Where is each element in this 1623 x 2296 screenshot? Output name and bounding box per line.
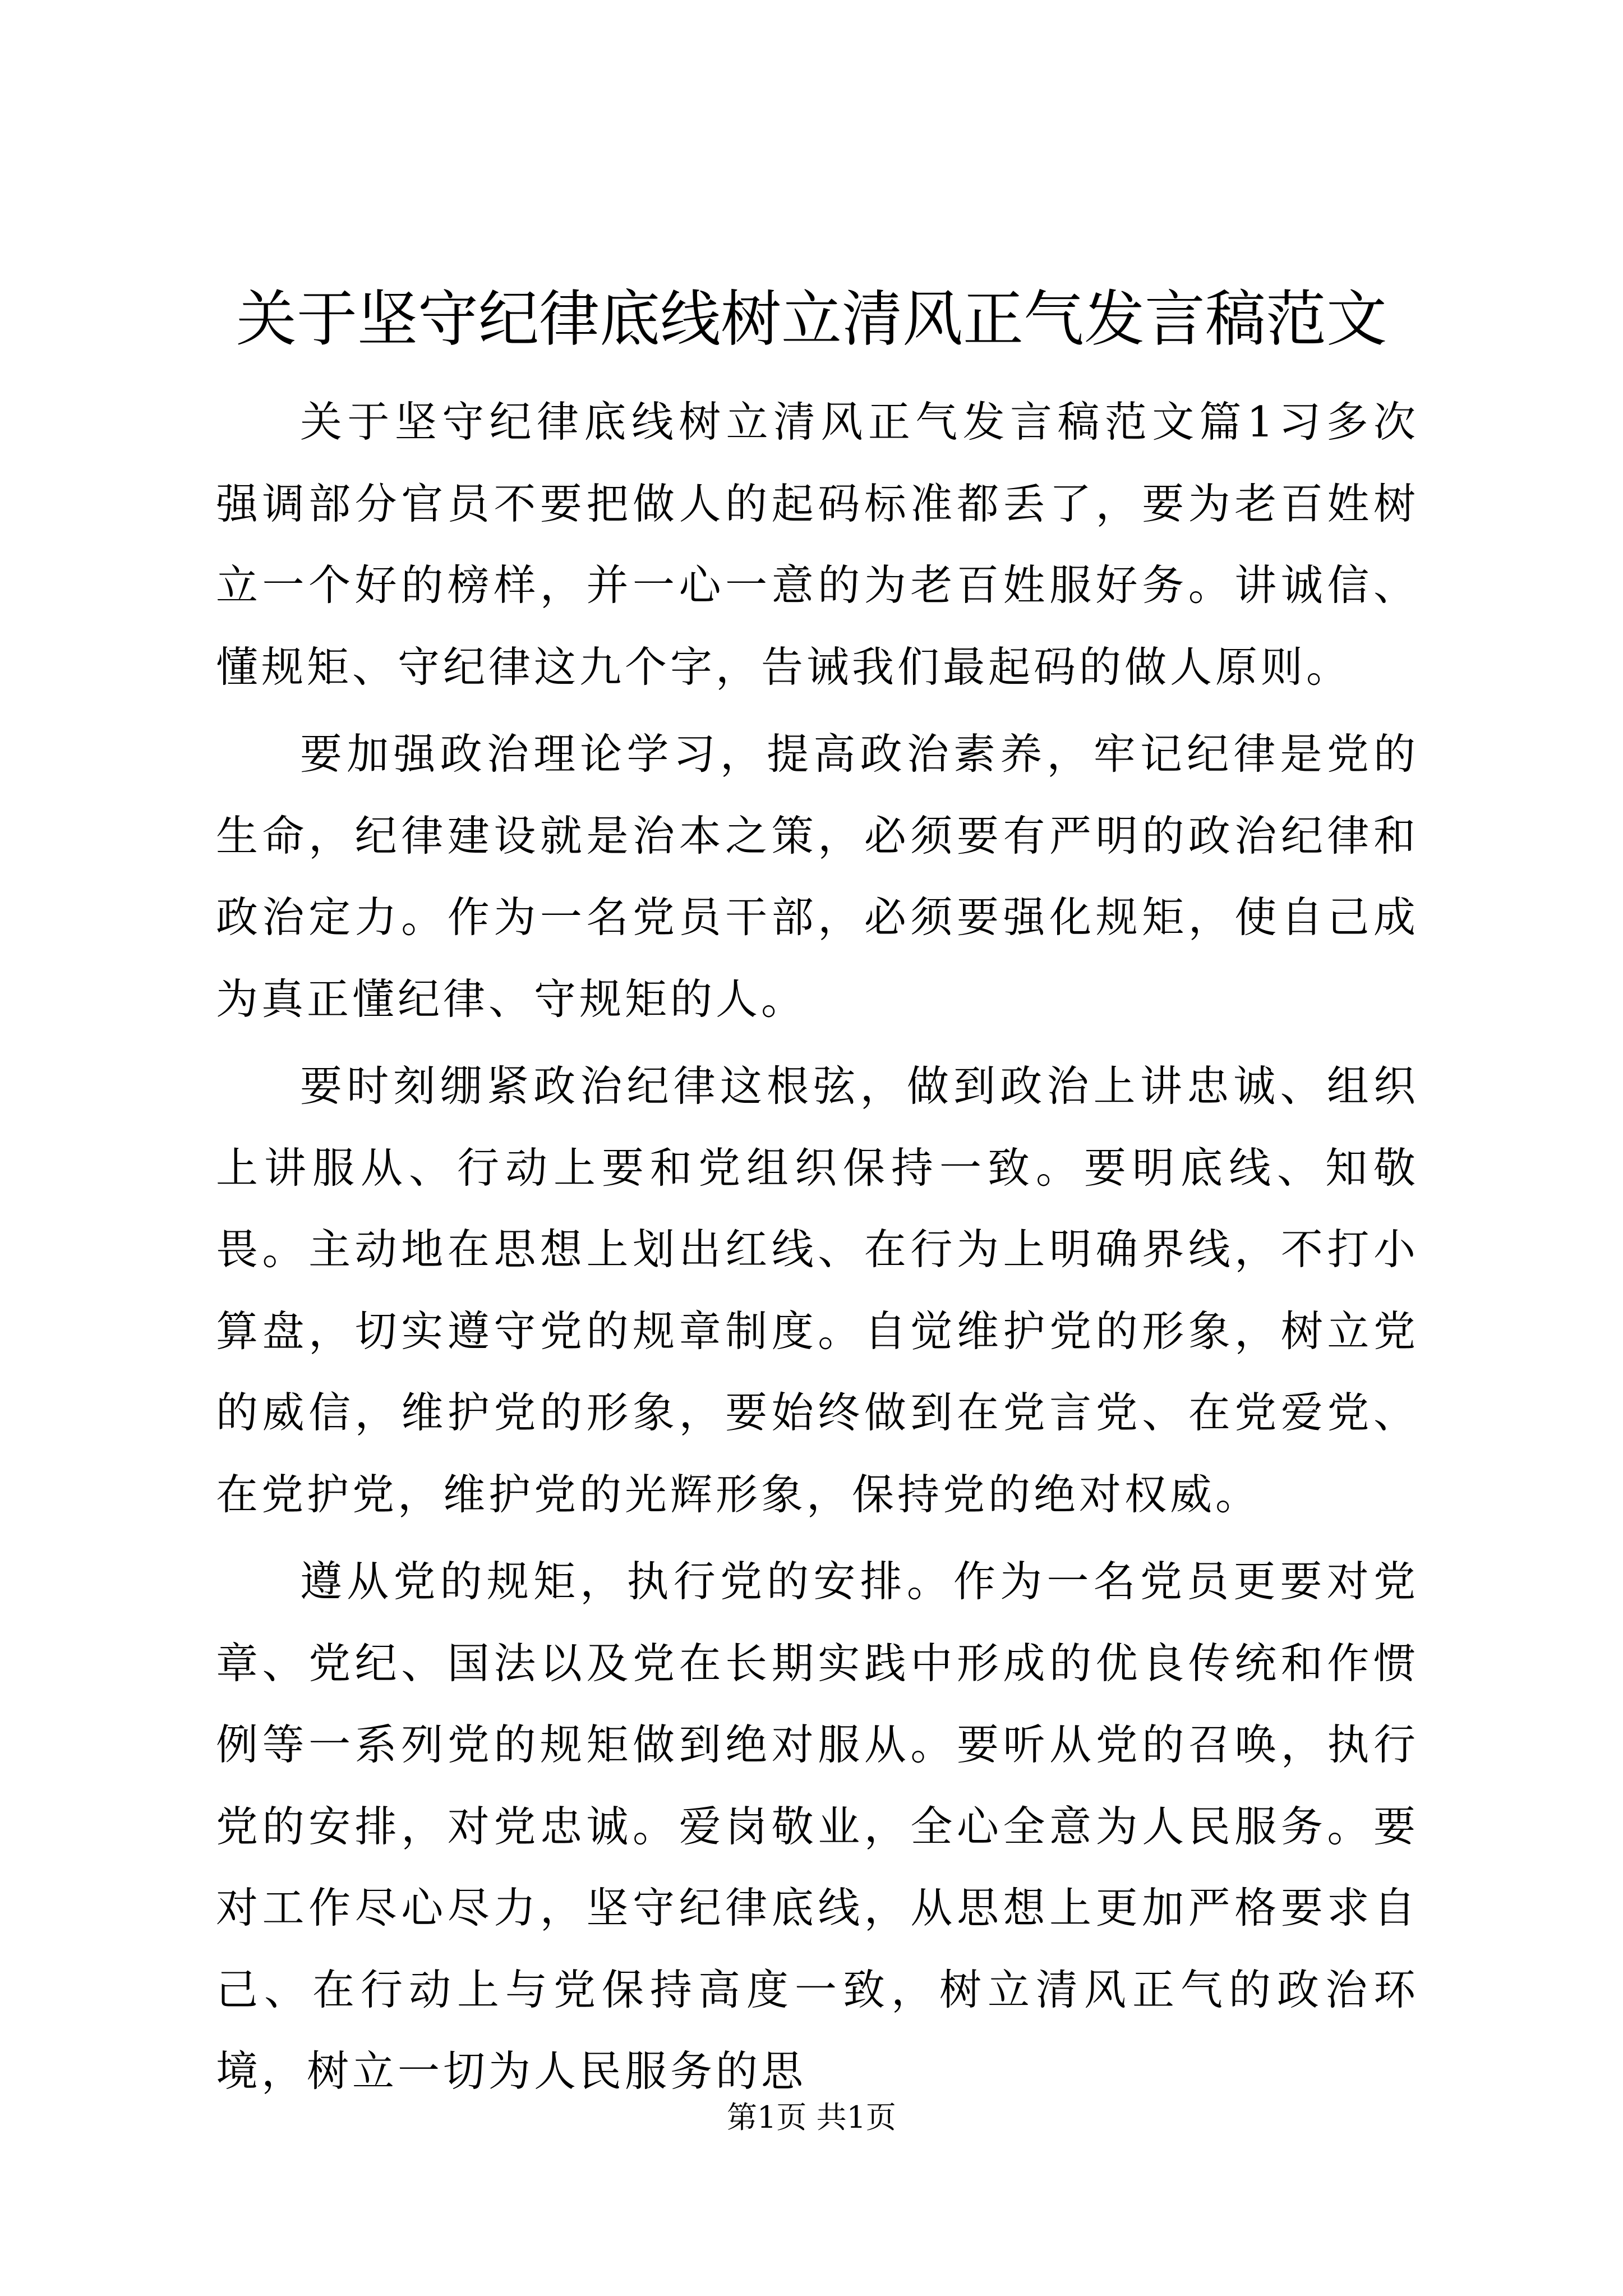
paragraph-2: 要加强政治理论学习，提高政治素养，牢记纪律是党的生命，纪律建设就是治本之策，必须要有严明的政治纪律和政治定力。作为一名党员干部，必须要强化规矩，使自己成为真正懂纪律、守规矩的人。 [216, 729, 1419, 1024]
page-footer: 第1页 共1页 [727, 2100, 896, 2135]
document-title: 关于坚守纪律底线树立清风正气发言稿范文 [236, 284, 1387, 355]
document-body [216, 381, 1419, 2118]
paragraph-1: 关于坚守纪律底线树立清风正气发言稿范文篇1习多次强调部分官员不要把做人的起码标准都丢了，要为老百姓树立一个好的榜样，并一心一意的为老百姓服好务。讲诚信、懂规矩、守纪律这九个字，告诫我们最起码的做人原则。 [216, 397, 1419, 692]
paragraph-4: 遵从党的规矩，执行党的安排。作为一名党员更要对党章、党纪、国法以及党在长期实践中形成的优良传统和作惯例等一系列党的规矩做到绝对服从。要听从党的召唤，执行党的安排，对党忠诚。爱岗敬业，全心全意为人民服务。要对工作尽心尽力，坚守纪律底线，从思想上更加严格要求自己、在行动上与党保持高度一致，树立清风正气的政治环境，树立一切为人民服务的思 [216, 1557, 1419, 2096]
paragraph-3: 要时刻绷紧政治纪律这根弦，做到政治上讲忠诚、组织上讲服从、行动上要和党组织保持一致。要明底线、知敬畏。主动地在思想上划出红线、在行为上明确界线，不打小算盘，切实遵守党的规章制度。自觉维护党的形象，树立党的威信，维护党的形象，要始终做到在党言党、在党爱党、在党护党，维护党的光辉形象，保持党的绝对权威。 [216, 1061, 1419, 1519]
